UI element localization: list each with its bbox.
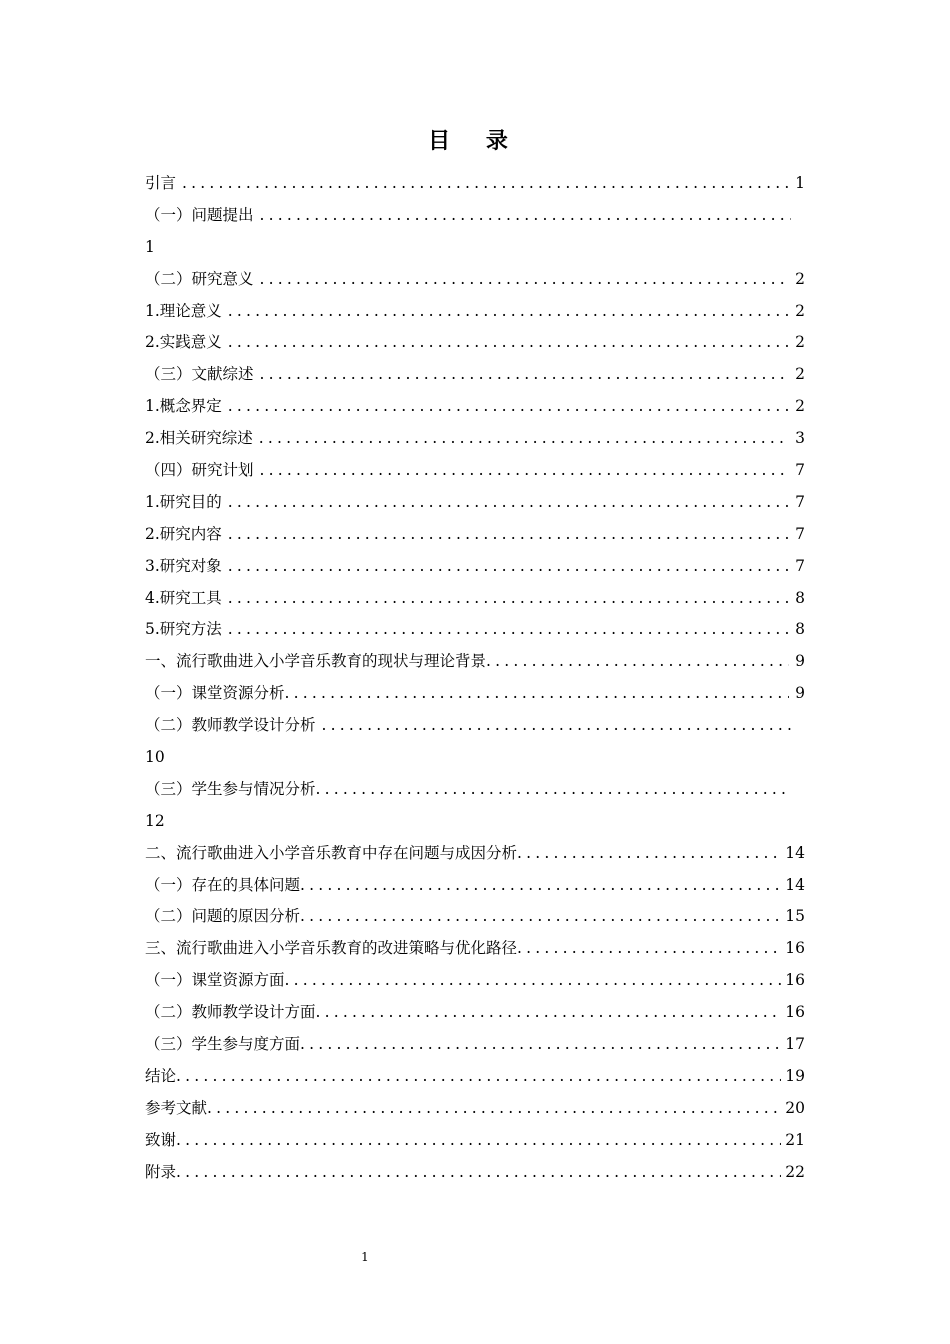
toc-entry-page: 16 bbox=[785, 971, 805, 990]
toc-entry-page: 16 bbox=[785, 939, 805, 958]
dot-leader bbox=[260, 200, 791, 232]
toc-entry[interactable] bbox=[145, 1157, 805, 1189]
dot-leader bbox=[176, 1061, 781, 1093]
toc-entry[interactable] bbox=[145, 583, 805, 615]
dot-leader bbox=[517, 933, 781, 965]
toc-entry[interactable] bbox=[145, 901, 805, 933]
toc-entry[interactable] bbox=[145, 423, 805, 455]
toc-entry-page: 22 bbox=[785, 1162, 805, 1181]
table-of-contents bbox=[145, 168, 805, 1189]
toc-entry-label: 结论 bbox=[145, 1066, 177, 1085]
dot-leader bbox=[176, 1157, 781, 1189]
dot-leader bbox=[228, 327, 789, 359]
toc-entry-page: 14 bbox=[785, 875, 805, 894]
dot-leader bbox=[300, 1029, 781, 1061]
toc-entry-label: （二）教师教学设计分析 bbox=[145, 716, 316, 735]
dot-leader bbox=[285, 678, 789, 710]
toc-title: 目 录 bbox=[428, 129, 522, 154]
toc-entry[interactable] bbox=[145, 327, 805, 359]
toc-entry-page: 14 bbox=[785, 843, 805, 862]
toc-entry-page: 16 bbox=[785, 1003, 805, 1022]
toc-entry[interactable] bbox=[145, 838, 805, 870]
dot-leader bbox=[182, 168, 789, 200]
toc-entry[interactable] bbox=[145, 997, 805, 1029]
dot-leader bbox=[322, 710, 791, 742]
dot-leader bbox=[316, 774, 791, 806]
toc-entry[interactable] bbox=[145, 678, 805, 710]
toc-entry-label: 3.研究对象 bbox=[145, 556, 222, 575]
dot-leader bbox=[285, 965, 782, 997]
dot-leader bbox=[517, 838, 781, 870]
toc-entry-page: 21 bbox=[785, 1130, 805, 1149]
toc-entry-label: 二、流行歌曲进入小学音乐教育中存在问题与成因分析 bbox=[145, 843, 518, 862]
toc-entry-page-wrapped: 10 bbox=[145, 748, 165, 767]
dot-leader bbox=[228, 583, 789, 615]
toc-entry[interactable] bbox=[145, 359, 805, 391]
toc-entry-label: （四）研究计划 bbox=[145, 461, 254, 480]
toc-entry[interactable] bbox=[145, 1061, 805, 1093]
toc-entry-label: 三、流行歌曲进入小学音乐教育的改进策略与优化路径 bbox=[145, 939, 518, 958]
toc-entry-label: 一、流行歌曲进入小学音乐教育的现状与理论背景 bbox=[145, 652, 487, 671]
toc-entry-page: 2 bbox=[795, 365, 805, 384]
dot-leader bbox=[260, 455, 789, 487]
toc-entry[interactable] bbox=[145, 1029, 805, 1061]
toc-entry-page: 2 bbox=[795, 333, 805, 352]
toc-entry-page: 2 bbox=[795, 397, 805, 416]
toc-entry-label: （一）课堂资源分析 bbox=[145, 684, 285, 703]
toc-entry-page: 17 bbox=[785, 1035, 805, 1054]
toc-entry-label: 2.实践意义 bbox=[145, 333, 222, 352]
toc-entry-label: （二）研究意义 bbox=[145, 269, 254, 288]
toc-entry[interactable] bbox=[145, 1093, 805, 1125]
toc-entry-page-wrapped: 1 bbox=[145, 237, 155, 256]
toc-entry-page: 9 bbox=[795, 652, 805, 671]
dot-leader bbox=[228, 296, 789, 328]
toc-entry-page: 7 bbox=[795, 556, 805, 575]
dot-leader bbox=[207, 1093, 781, 1125]
toc-entry[interactable] bbox=[145, 487, 805, 519]
toc-entry-label: 参考文献 bbox=[145, 1098, 208, 1117]
dot-leader bbox=[228, 551, 789, 583]
dot-leader bbox=[260, 264, 789, 296]
toc-entry-page: 9 bbox=[795, 684, 805, 703]
dot-leader bbox=[228, 391, 789, 423]
toc-entry-page: 20 bbox=[785, 1098, 805, 1117]
toc-entry-label: 附录 bbox=[145, 1162, 177, 1181]
toc-entry-label: （一）问题提出 bbox=[145, 205, 254, 224]
toc-entry[interactable] bbox=[145, 646, 805, 678]
toc-entry-label: 1.研究目的 bbox=[145, 492, 222, 511]
toc-entry[interactable] bbox=[145, 264, 805, 296]
toc-entry-label: （三）学生参与度方面 bbox=[145, 1035, 301, 1054]
toc-entry-label: 1.概念界定 bbox=[145, 397, 222, 416]
toc-entry-label: 1.理论意义 bbox=[145, 301, 222, 320]
dot-leader bbox=[300, 870, 781, 902]
toc-entry[interactable] bbox=[145, 391, 805, 423]
dot-leader bbox=[228, 519, 789, 551]
page-number-footer: 1 bbox=[361, 1250, 369, 1264]
toc-entry-label: 2.研究内容 bbox=[145, 524, 222, 543]
toc-entry-page: 8 bbox=[795, 588, 805, 607]
toc-entry[interactable] bbox=[145, 933, 805, 965]
toc-entry-label: （三）文献综述 bbox=[145, 365, 254, 384]
toc-entry[interactable] bbox=[145, 455, 805, 487]
toc-entry-page: 2 bbox=[795, 269, 805, 288]
dot-leader bbox=[316, 997, 782, 1029]
toc-entry-page: 7 bbox=[795, 461, 805, 480]
toc-entry-page-wrapped: 12 bbox=[145, 811, 165, 830]
toc-entry[interactable] bbox=[145, 1125, 805, 1157]
dot-leader bbox=[300, 901, 781, 933]
dot-leader bbox=[260, 359, 789, 391]
toc-entry[interactable] bbox=[145, 870, 805, 902]
dot-leader bbox=[259, 423, 789, 455]
toc-entry-page: 8 bbox=[795, 620, 805, 639]
dot-leader bbox=[228, 487, 789, 519]
dot-leader bbox=[486, 646, 789, 678]
toc-entry-label: 致谢 bbox=[145, 1130, 177, 1149]
toc-entry-page: 3 bbox=[795, 429, 805, 448]
toc-entry-label: （二）问题的原因分析 bbox=[145, 907, 301, 926]
toc-entry-label: 5.研究方法 bbox=[145, 620, 222, 639]
toc-entry-page: 15 bbox=[785, 907, 805, 926]
toc-entry-page: 1 bbox=[795, 174, 805, 192]
toc-entry[interactable] bbox=[145, 710, 805, 742]
toc-entry-label: 2.相关研究综述 bbox=[145, 429, 253, 448]
dot-leader bbox=[228, 614, 789, 646]
toc-entry[interactable] bbox=[145, 965, 805, 997]
toc-entry-label: （一）课堂资源方面 bbox=[145, 971, 285, 990]
toc-entry-label: （三）学生参与情况分析 bbox=[145, 779, 316, 798]
toc-entry-label: （一）存在的具体问题 bbox=[145, 875, 301, 894]
toc-entry-label: 引言 bbox=[145, 174, 177, 192]
toc-entry-page: 2 bbox=[795, 301, 805, 320]
toc-entry-page: 19 bbox=[785, 1066, 805, 1085]
toc-entry[interactable] bbox=[145, 200, 805, 232]
toc-entry-label: （二）教师教学设计方面 bbox=[145, 1003, 316, 1022]
dot-leader bbox=[176, 1125, 781, 1157]
toc-entry-page: 7 bbox=[795, 492, 805, 511]
toc-entry[interactable] bbox=[145, 168, 805, 200]
toc-entry[interactable] bbox=[145, 774, 805, 806]
toc-entry-label: 4.研究工具 bbox=[145, 588, 222, 607]
toc-entry[interactable] bbox=[145, 551, 805, 583]
toc-entry[interactable] bbox=[145, 296, 805, 328]
toc-entry[interactable] bbox=[145, 519, 805, 551]
toc-entry[interactable] bbox=[145, 614, 805, 646]
toc-entry-page: 7 bbox=[795, 524, 805, 543]
